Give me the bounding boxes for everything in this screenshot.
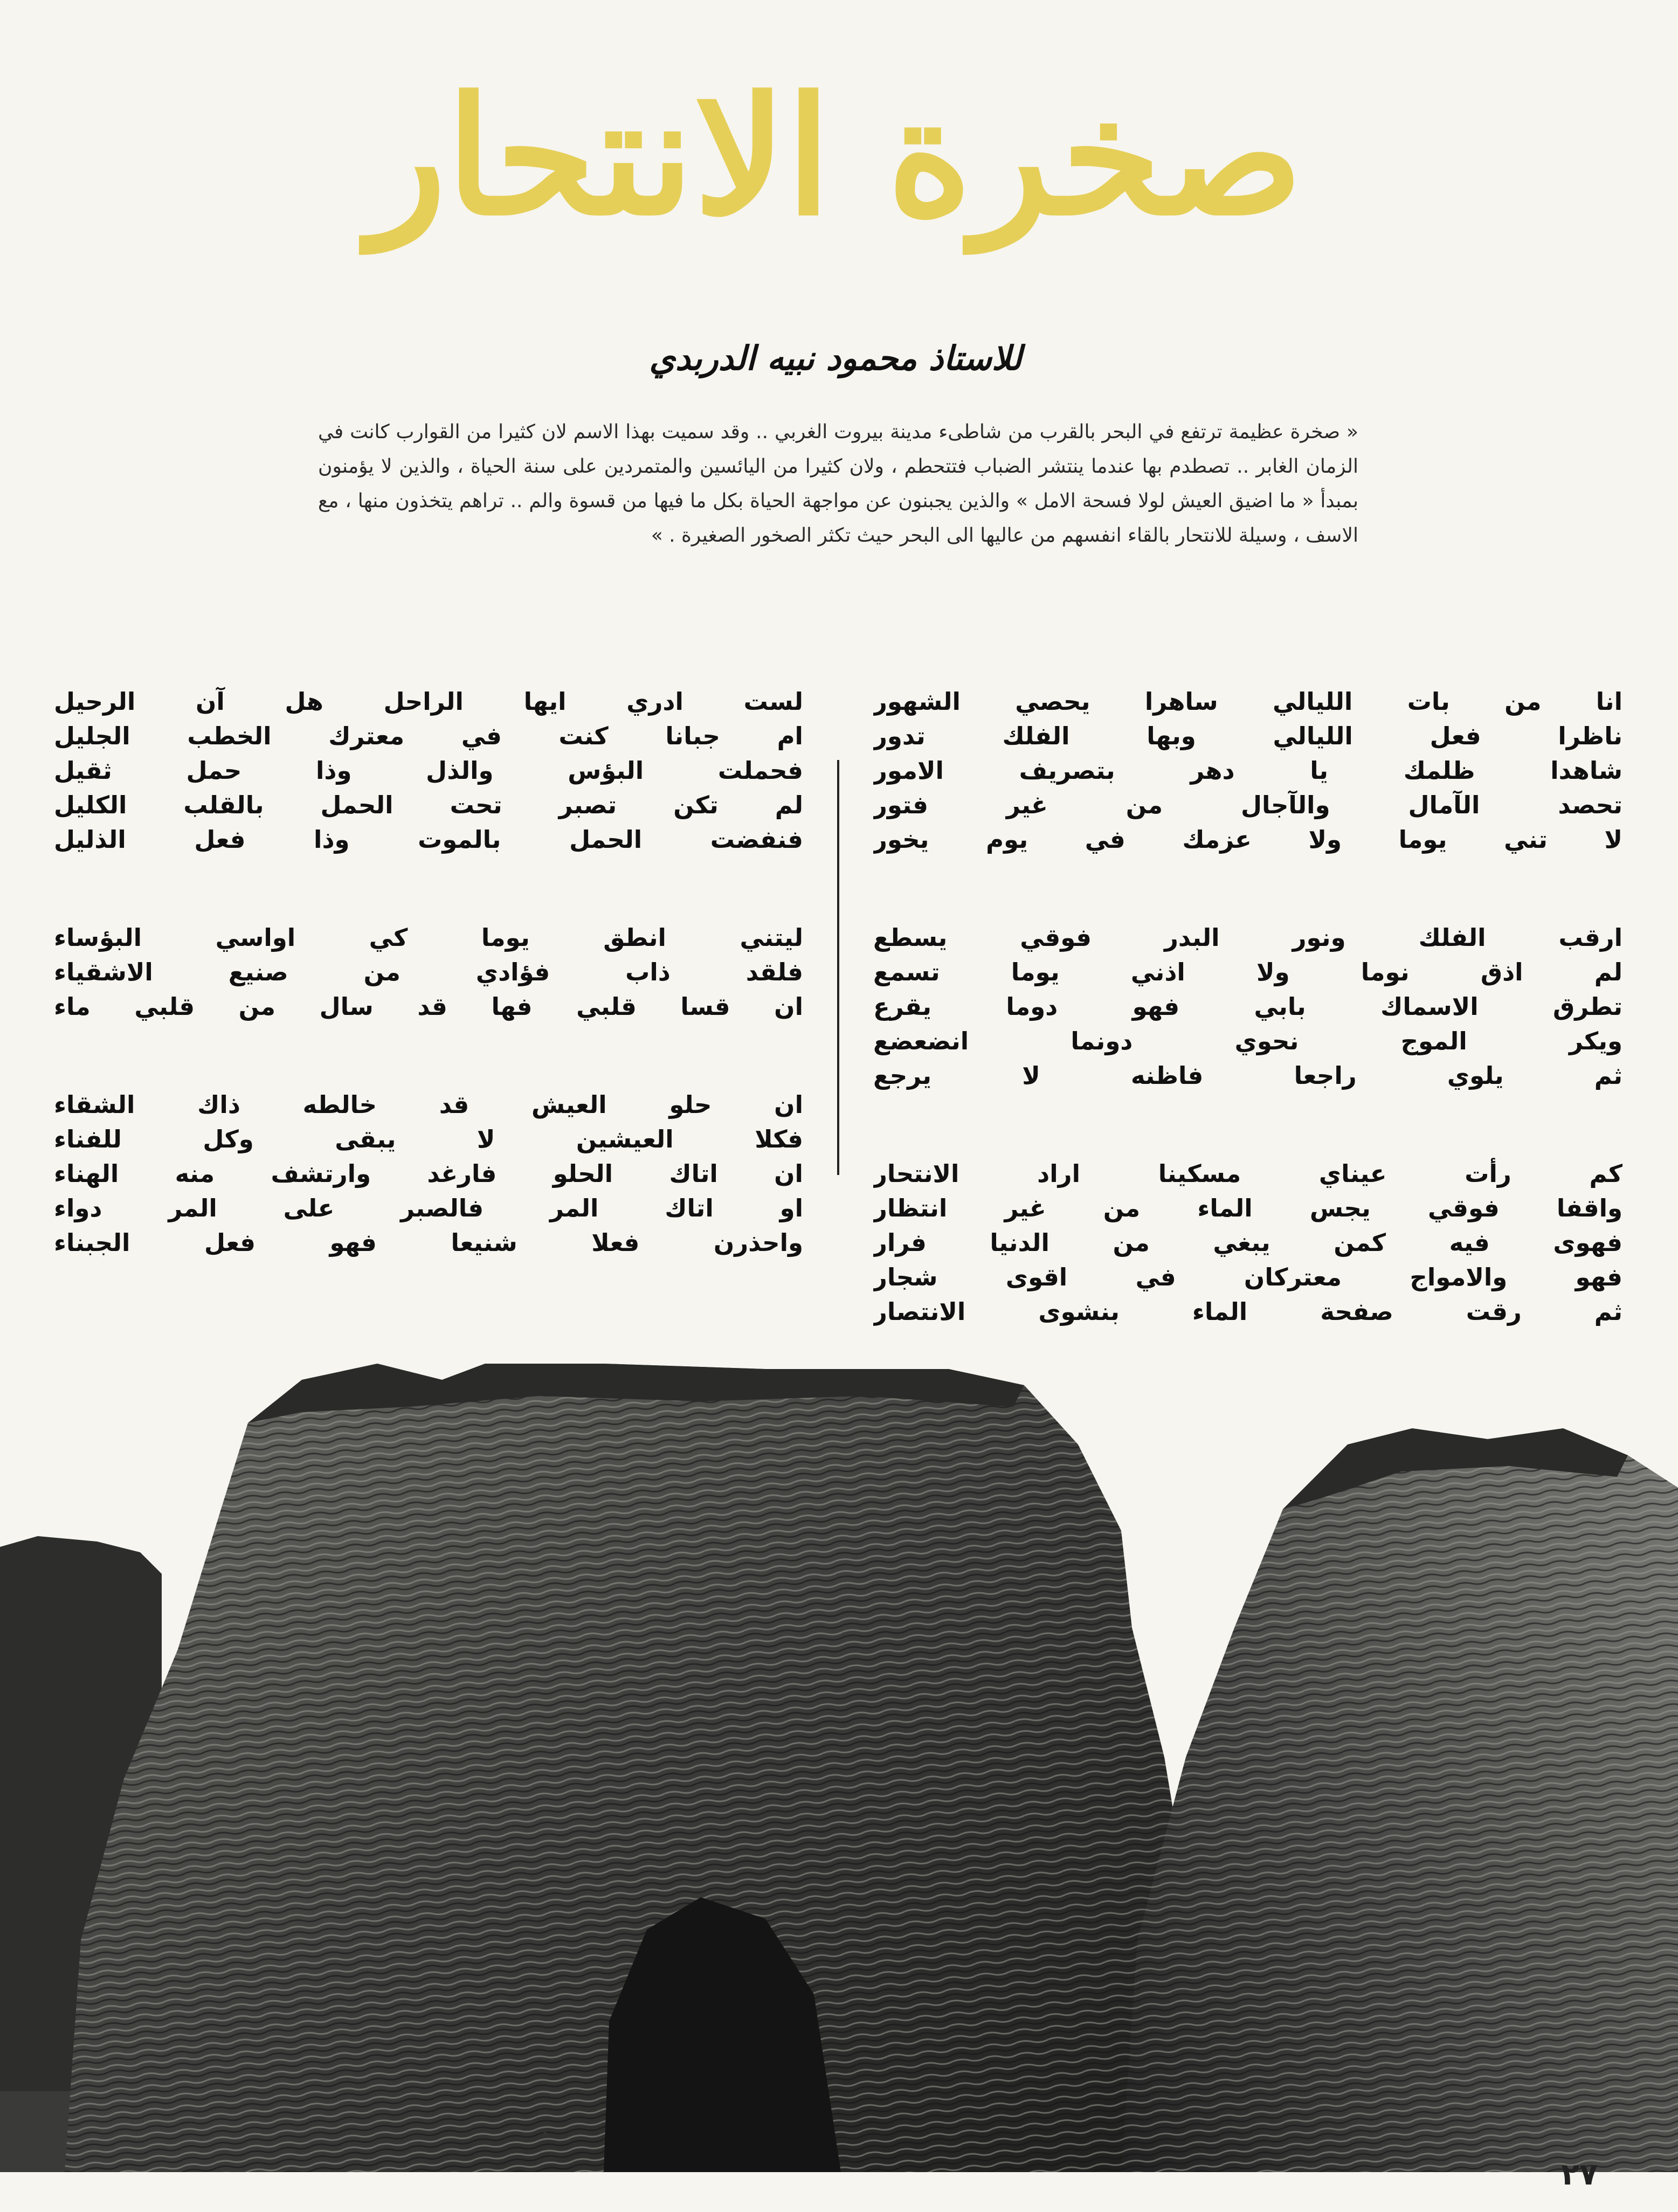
verse-line: لست ادري ايها الراحل هل آن الرحيل xyxy=(54,687,803,716)
cliff-photograph xyxy=(0,1347,1678,2172)
verse-line: ان اتاك الحلو فارغد وارتشف منه الهناء xyxy=(54,1159,803,1188)
verse-line: فلقد ذاب فؤادي من صنيع الاشقياء xyxy=(54,958,803,986)
verse-line: واحذرن فعلا شنيعا فهو فعل الجبناء xyxy=(54,1228,803,1257)
verse-line: لم اذق نوما ولا اذني يوما تسمع xyxy=(873,958,1622,986)
verse-line: ان قسا قلبي فها قد سال من قلبي ماء xyxy=(54,992,803,1021)
print-dot xyxy=(543,2132,547,2135)
verse-line: لم تكن تصبر تحت الحمل بالقلب الكليل xyxy=(54,791,803,819)
verse-line: فهوى فيه كمن يبغي من الدنيا فرار xyxy=(873,1228,1622,1257)
rock-illustration xyxy=(0,1347,1678,2172)
stanza xyxy=(873,1157,1622,1329)
stanza xyxy=(54,921,803,1024)
verse-line: لا تني يوما ولا عزمك في يوم يخور xyxy=(873,825,1622,854)
stanza xyxy=(54,685,803,857)
verse-line: ثم رقت صفحة الماء بنشوى الانتصار xyxy=(873,1297,1622,1326)
verse-line: ثم يلوي راجعا فاظنه لا يرجع xyxy=(873,1061,1622,1090)
verse-line: كم رأت عيناي مسكينا اراد الانتحار xyxy=(873,1159,1622,1188)
verse-line: واقفا فوقي يجس الماء من غير انتظار xyxy=(873,1194,1622,1222)
verse-line: انا من بات الليالي ساهرا يحصي الشهور xyxy=(873,687,1622,716)
poem-right-column xyxy=(873,685,1622,1393)
verse-line: ام جبانا كنت في معترك الخطب الجليل xyxy=(54,722,803,750)
poem-left-column xyxy=(54,685,803,1324)
verse-line: ان حلو العيش قد خالطه ذاك الشقاء xyxy=(54,1090,803,1119)
verse-line: تطرق الاسماك بابي فهو دوما يقرع xyxy=(873,992,1622,1021)
verse-line: فحملت البؤس والذل وذا حمل ثقيل xyxy=(54,756,803,785)
column-divider xyxy=(837,760,839,1175)
author-byline: للاستاذ محمود نبيه الدربدي xyxy=(649,338,1022,378)
verse-line: او اتاك المر فالصبر على المر دواء xyxy=(54,1194,803,1222)
verse-line: تحصد الآمال والآجال من غير فتور xyxy=(873,791,1622,819)
verse-line: فكلا العيشين لا يبقى وكل للفناء xyxy=(54,1125,803,1153)
stanza xyxy=(873,921,1622,1093)
intro-paragraph: « صخرة عظيمة ترتفع في البحر بالقرب من شاطىء مدينة بيروت الغربي .. وقد سميت بهذا الاسم لان كثيرا من القوارب كانت في الزمان الغابر .. تصطدم بها عندما ينتشر الضباب فتتحطم ، ولان كثيرا من اليائسين والمتمردين على سنة الحياة ، والذين لا يؤمنون بمبدأ « ما اضيق العيش لولا فسحة الامل » والذين يجبنون عن مواجهة الحياة بكل ما فيها من قسوة والم .. تراهم يتخذون منها ، مع الاسف ، وسيلة للانتحار بالقاء انفسهم من عاليها الى البحر حيث تكثر الصخور الصغيرة . » xyxy=(318,421,1358,547)
stanza xyxy=(54,1088,803,1260)
verse-line: ارقب الفلك ونور البدر فوقي يسطع xyxy=(873,923,1622,952)
verse-line: فنفضت الحمل بالموت وذا فعل الذليل xyxy=(54,825,803,854)
stanza xyxy=(873,685,1622,857)
page-number: ٢٧ xyxy=(1560,2157,1598,2192)
verse-line: ناظرا فعل الليالي وبها الفلك تدور xyxy=(873,722,1622,750)
verse-line: شاهدا ظلمك يا دهر بتصريف الامور xyxy=(873,756,1622,785)
verse-line: فهو والامواج معتركان في اقوى شجار xyxy=(873,1263,1622,1291)
verse-line: ويكر الموج نحوي دونما انضعضع xyxy=(873,1027,1622,1055)
verse-line: ليتني انطق يوما كي اواسي البؤساء xyxy=(54,923,803,952)
article-title: صخرة الانتحار xyxy=(368,61,1303,251)
